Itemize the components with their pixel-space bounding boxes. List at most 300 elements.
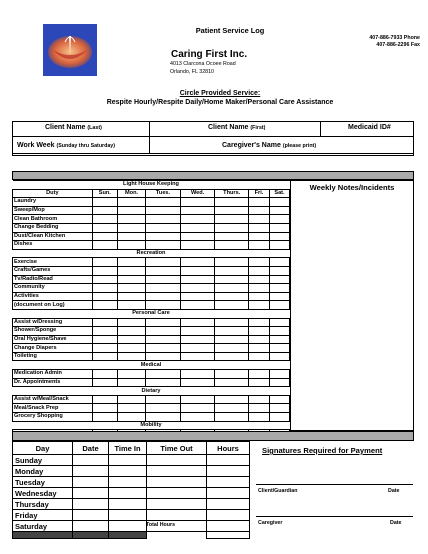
activity-checkbox-cell[interactable] <box>117 352 145 361</box>
activity-checkbox-cell[interactable] <box>215 206 249 215</box>
activity-checkbox-cell[interactable] <box>215 301 249 310</box>
activity-checkbox-cell[interactable] <box>92 223 117 232</box>
hours-entry-cell[interactable] <box>73 455 109 466</box>
activity-checkbox-cell[interactable] <box>180 241 215 250</box>
activity-checkbox-cell[interactable] <box>117 344 145 353</box>
activity-checkbox-cell[interactable] <box>117 327 145 336</box>
hours-entry-cell[interactable] <box>109 455 147 466</box>
activity-label: Toileting <box>13 352 93 361</box>
activity-row <box>13 275 290 284</box>
hours-column-header: Hours <box>207 442 250 455</box>
activity-checkbox-cell[interactable] <box>215 318 249 327</box>
activity-label: Activities <box>13 292 93 301</box>
medicaid-id-field[interactable]: Medicaid ID# <box>348 124 391 131</box>
activity-checkbox-cell[interactable] <box>269 404 289 413</box>
activity-checkbox-cell[interactable] <box>269 284 289 293</box>
weekly-notes-label: Weekly Notes/Incidents <box>309 183 395 192</box>
activity-checkbox-cell[interactable] <box>146 413 181 422</box>
activity-checkbox-cell[interactable] <box>92 206 117 215</box>
activity-row <box>13 215 290 224</box>
activity-checkbox-cell[interactable] <box>269 241 289 250</box>
activity-checkbox-cell[interactable] <box>92 266 117 275</box>
hours-entry-cell[interactable] <box>109 477 147 488</box>
activity-checkbox-cell[interactable] <box>146 378 181 387</box>
activity-label: Dishes <box>13 241 93 250</box>
activity-checkbox-cell[interactable] <box>146 284 181 293</box>
day-header: Sat. <box>269 189 289 198</box>
hours-row <box>13 510 250 521</box>
activity-label: Medication Admin <box>13 370 93 379</box>
hours-row <box>13 488 250 499</box>
hours-entry-cell[interactable] <box>147 466 207 477</box>
activity-checkbox-cell[interactable] <box>215 370 249 379</box>
activity-checkbox-cell[interactable] <box>117 206 145 215</box>
activity-checkbox-cell[interactable] <box>146 275 181 284</box>
activity-label: Change Diapers <box>13 344 93 353</box>
address-line-1: 4013 Clarcona Ocoee Road <box>170 61 236 67</box>
client-last-label: Client Name <box>45 124 86 131</box>
activity-checkbox-cell[interactable] <box>215 232 249 241</box>
activity-checkbox-cell[interactable] <box>180 395 215 404</box>
activity-label: Assist w/Meal/Snack <box>13 395 93 404</box>
hours-row <box>13 499 250 510</box>
client-date-label: Date <box>388 488 400 494</box>
activity-row <box>13 232 290 241</box>
activity-checkbox-cell[interactable] <box>215 395 249 404</box>
activity-checkbox-cell[interactable] <box>215 413 249 422</box>
divider-bar-bottom <box>12 431 414 441</box>
activity-checkbox-cell[interactable] <box>215 223 249 232</box>
activity-checkbox-cell[interactable] <box>146 352 181 361</box>
total-hours-label: Total Hours <box>146 522 176 528</box>
activity-checkbox-cell[interactable] <box>92 378 117 387</box>
phone-number: 407-886-7933 Phone <box>369 35 420 41</box>
activity-checkbox-cell[interactable] <box>146 223 181 232</box>
activity-row <box>13 241 290 250</box>
activity-checkbox-cell[interactable] <box>117 232 145 241</box>
company-name: Caring First Inc. <box>171 49 248 60</box>
activity-checkbox-cell[interactable] <box>180 232 215 241</box>
activity-checkbox-cell[interactable] <box>248 215 269 224</box>
activity-checkbox-cell[interactable] <box>180 335 215 344</box>
activity-checkbox-cell[interactable] <box>92 404 117 413</box>
activity-checkbox-cell[interactable] <box>180 301 215 310</box>
activity-checkbox-cell[interactable] <box>215 352 249 361</box>
activity-checkbox-cell[interactable] <box>269 413 289 422</box>
activity-checkbox-cell[interactable] <box>117 318 145 327</box>
hours-entry-cell[interactable] <box>207 488 250 499</box>
total-hours-cell[interactable] <box>207 532 250 539</box>
activity-checkbox-cell[interactable] <box>180 413 215 422</box>
activity-checkbox-cell[interactable] <box>269 198 289 207</box>
activity-checkbox-cell[interactable] <box>269 223 289 232</box>
shaded-cell <box>147 532 207 539</box>
section-header-row <box>13 249 290 258</box>
activity-row <box>13 352 290 361</box>
activity-checkbox-cell[interactable] <box>269 335 289 344</box>
activity-label: Crafts/Games <box>13 266 93 275</box>
caregiver-date-label: Date <box>390 520 402 526</box>
hours-entry-cell[interactable] <box>207 455 250 466</box>
activity-checkbox-cell[interactable] <box>269 258 289 267</box>
activity-label: Dust/Clean Kitchen <box>13 232 93 241</box>
hours-entry-cell[interactable] <box>207 466 250 477</box>
activity-checkbox-cell[interactable] <box>92 241 117 250</box>
activity-checkbox-cell[interactable] <box>117 370 145 379</box>
activity-checkbox-cell[interactable] <box>146 301 181 310</box>
caregiver-signature-line[interactable] <box>256 516 413 517</box>
hours-entry-cell[interactable] <box>73 477 109 488</box>
hours-entry-cell[interactable] <box>109 521 147 532</box>
activity-checkbox-cell[interactable] <box>215 258 249 267</box>
hours-entry-cell[interactable] <box>147 477 207 488</box>
day-header: Wed. <box>180 189 215 198</box>
activity-checkbox-cell[interactable] <box>92 413 117 422</box>
address-line-2: Orlando, FL 32810 <box>170 69 214 75</box>
activity-checkbox-cell[interactable] <box>215 344 249 353</box>
weekly-notes-box[interactable] <box>290 180 414 431</box>
activity-checkbox-cell[interactable] <box>146 404 181 413</box>
activity-checkbox-cell[interactable] <box>180 223 215 232</box>
hours-day-label: Wednesday <box>13 488 73 499</box>
caregiver-label: Caregiver's Name <box>222 142 281 149</box>
activity-checkbox-cell[interactable] <box>180 404 215 413</box>
activity-checkbox-cell[interactable] <box>269 395 289 404</box>
activity-checkbox-cell[interactable] <box>248 275 269 284</box>
activity-checkbox-cell[interactable] <box>92 198 117 207</box>
hours-entry-cell[interactable] <box>207 521 250 532</box>
activity-row <box>13 327 290 336</box>
hours-total-row <box>13 532 250 539</box>
activity-checkbox-cell[interactable] <box>146 198 181 207</box>
activity-checkbox-cell[interactable] <box>248 258 269 267</box>
activity-checkbox-cell[interactable] <box>269 301 289 310</box>
section-header-row <box>13 387 290 396</box>
activity-checkbox-cell[interactable] <box>269 370 289 379</box>
activity-row <box>13 223 290 232</box>
activity-checkbox-cell[interactable] <box>180 292 215 301</box>
activity-checkbox-cell[interactable] <box>215 327 249 336</box>
activity-checkbox-cell[interactable] <box>248 198 269 207</box>
activity-checkbox-cell[interactable] <box>117 335 145 344</box>
shaded-cell <box>73 532 109 539</box>
client-first-name-field[interactable] <box>208 124 265 131</box>
activity-checkbox-cell[interactable] <box>180 352 215 361</box>
activity-row <box>13 206 290 215</box>
activity-row <box>13 404 290 413</box>
hours-entry-cell[interactable] <box>147 488 207 499</box>
activity-checkbox-cell[interactable] <box>248 284 269 293</box>
activity-table <box>12 180 290 439</box>
activity-checkbox-cell[interactable] <box>180 344 215 353</box>
form-title: Patient Service Log <box>195 26 265 35</box>
activity-row <box>13 301 290 310</box>
day-header: Tues. <box>146 189 181 198</box>
activity-label: (document on Log) <box>13 301 93 310</box>
activity-checkbox-cell[interactable] <box>117 258 145 267</box>
activity-checkbox-cell[interactable] <box>180 275 215 284</box>
activity-checkbox-cell[interactable] <box>248 352 269 361</box>
activity-checkbox-cell[interactable] <box>215 241 249 250</box>
activity-checkbox-cell[interactable] <box>215 215 249 224</box>
hours-row <box>13 521 250 532</box>
hours-entry-cell[interactable] <box>109 488 147 499</box>
activity-checkbox-cell[interactable] <box>180 327 215 336</box>
activity-row <box>13 292 290 301</box>
hours-entry-cell[interactable] <box>147 455 207 466</box>
hours-day-label: Friday <box>13 510 73 521</box>
activity-checkbox-cell[interactable] <box>248 378 269 387</box>
activity-checkbox-cell[interactable] <box>92 318 117 327</box>
activity-row <box>13 258 290 267</box>
divider-bar-top <box>12 171 414 180</box>
activity-checkbox-cell[interactable] <box>92 258 117 267</box>
work-week-note: (Sunday thru Saturday) <box>56 143 116 149</box>
activity-label: Grocery Shopping <box>13 413 93 422</box>
shaded-cell <box>109 532 147 539</box>
activity-checkbox-cell[interactable] <box>92 327 117 336</box>
activity-checkbox-cell[interactable] <box>117 275 145 284</box>
client-first-label: Client Name <box>208 124 249 131</box>
activity-row <box>13 395 290 404</box>
hours-entry-cell[interactable] <box>73 466 109 477</box>
hours-row <box>13 455 250 466</box>
activity-checkbox-cell[interactable] <box>92 301 117 310</box>
activity-row <box>13 344 290 353</box>
activity-checkbox-cell[interactable] <box>215 275 249 284</box>
work-week-field[interactable] <box>17 142 115 149</box>
activity-checkbox-cell[interactable] <box>248 413 269 422</box>
service-title: Circle Provided Service: <box>179 90 261 97</box>
activity-checkbox-cell[interactable] <box>146 206 181 215</box>
activity-checkbox-cell[interactable] <box>248 318 269 327</box>
section-title: Recreation <box>13 249 290 258</box>
activity-checkbox-cell[interactable] <box>215 292 249 301</box>
activity-checkbox-cell[interactable] <box>180 258 215 267</box>
day-header-row <box>13 189 290 198</box>
activity-label: Oral Hygiene/Shave <box>13 335 93 344</box>
caregiver-note: (please print) <box>282 143 317 149</box>
activity-checkbox-cell[interactable] <box>117 413 145 422</box>
activity-checkbox-cell[interactable] <box>248 335 269 344</box>
activity-checkbox-cell[interactable] <box>215 198 249 207</box>
activity-label: Laundry <box>13 198 93 207</box>
hours-entry-cell[interactable] <box>147 499 207 510</box>
section-title: Personal Care <box>13 309 290 318</box>
activity-checkbox-cell[interactable] <box>180 206 215 215</box>
activity-label: Meal/Snack Prep <box>13 404 93 413</box>
activity-checkbox-cell[interactable] <box>180 370 215 379</box>
activity-label: Assist w/Dressing <box>13 318 93 327</box>
activity-checkbox-cell[interactable] <box>117 395 145 404</box>
hours-entry-cell[interactable] <box>207 510 250 521</box>
activity-checkbox-cell[interactable] <box>146 335 181 344</box>
section-title: Mobility <box>13 421 290 430</box>
activity-checkbox-cell[interactable] <box>248 266 269 275</box>
activity-checkbox-cell[interactable] <box>146 344 181 353</box>
activity-checkbox-cell[interactable] <box>117 241 145 250</box>
activity-label: Clean Bathroom <box>13 215 93 224</box>
activity-row <box>13 335 290 344</box>
section-header-row <box>13 181 290 190</box>
hours-day-label: Saturday <box>13 521 73 532</box>
activity-checkbox-cell[interactable] <box>92 344 117 353</box>
activity-checkbox-cell[interactable] <box>92 352 117 361</box>
day-header: Fri. <box>248 189 269 198</box>
section-title: Medical <box>13 361 290 370</box>
hours-entry-cell[interactable] <box>207 499 250 510</box>
activity-row <box>13 284 290 293</box>
activity-checkbox-cell[interactable] <box>269 215 289 224</box>
activity-checkbox-cell[interactable] <box>146 215 181 224</box>
activity-checkbox-cell[interactable] <box>248 344 269 353</box>
activity-checkbox-cell[interactable] <box>92 232 117 241</box>
hours-row <box>13 466 250 477</box>
activity-checkbox-cell[interactable] <box>92 284 117 293</box>
activity-checkbox-cell[interactable] <box>215 378 249 387</box>
activity-checkbox-cell[interactable] <box>92 275 117 284</box>
activity-label: Shower/Sponge <box>13 327 93 336</box>
activity-row <box>13 370 290 379</box>
activity-label: Dr. Appointments <box>13 378 93 387</box>
shaded-cell <box>13 532 73 539</box>
activity-checkbox-cell[interactable] <box>180 318 215 327</box>
activity-checkbox-cell[interactable] <box>248 206 269 215</box>
hours-entry-cell[interactable] <box>73 521 109 532</box>
hours-table <box>12 441 250 539</box>
client-first-note: (First) <box>250 125 266 131</box>
activity-checkbox-cell[interactable] <box>269 344 289 353</box>
activity-checkbox-cell[interactable] <box>146 327 181 336</box>
activity-checkbox-cell[interactable] <box>180 284 215 293</box>
section-header-row <box>13 309 290 318</box>
hours-entry-cell[interactable] <box>73 510 109 521</box>
hours-day-label: Sunday <box>13 455 73 466</box>
activity-checkbox-cell[interactable] <box>180 378 215 387</box>
activity-checkbox-cell[interactable] <box>269 318 289 327</box>
activity-checkbox-cell[interactable] <box>146 232 181 241</box>
activity-row <box>13 198 290 207</box>
hours-row <box>13 477 250 488</box>
activity-checkbox-cell[interactable] <box>269 378 289 387</box>
activity-checkbox-cell[interactable] <box>248 292 269 301</box>
hours-day-label: Tuesday <box>13 477 73 488</box>
activity-checkbox-cell[interactable] <box>92 395 117 404</box>
activity-checkbox-cell[interactable] <box>146 370 181 379</box>
hours-column-header: Day <box>13 442 73 455</box>
hours-entry-cell[interactable] <box>207 477 250 488</box>
activity-checkbox-cell[interactable] <box>117 198 145 207</box>
activity-checkbox-cell[interactable] <box>269 352 289 361</box>
activity-checkbox-cell[interactable] <box>269 266 289 275</box>
duty-header: Duty <box>13 189 93 198</box>
activity-checkbox-cell[interactable] <box>146 395 181 404</box>
activity-checkbox-cell[interactable] <box>146 241 181 250</box>
hours-entry-cell[interactable] <box>109 510 147 521</box>
activity-checkbox-cell[interactable] <box>248 301 269 310</box>
hours-entry-cell[interactable] <box>147 510 207 521</box>
activity-label: Exercise <box>13 258 93 267</box>
activity-row <box>13 378 290 387</box>
activity-checkbox-cell[interactable] <box>117 378 145 387</box>
client-guardian-label: Client/Guardian <box>258 488 298 494</box>
section-title: Dietary <box>13 387 290 396</box>
activity-checkbox-cell[interactable] <box>117 284 145 293</box>
activity-checkbox-cell[interactable] <box>146 266 181 275</box>
activity-checkbox-cell[interactable] <box>117 301 145 310</box>
activity-checkbox-cell[interactable] <box>248 241 269 250</box>
activity-checkbox-cell[interactable] <box>248 370 269 379</box>
caregiver-name-field[interactable] <box>222 142 316 149</box>
service-options-text: Respite Hourly/Respite Daily/Home Maker/Personal Care Assistance <box>106 99 334 106</box>
activity-checkbox-cell[interactable] <box>269 292 289 301</box>
company-logo <box>43 24 97 76</box>
activity-checkbox-cell[interactable] <box>146 258 181 267</box>
client-last-note: (Last) <box>87 125 102 131</box>
activity-checkbox-cell[interactable] <box>92 370 117 379</box>
day-header: Thurs. <box>215 189 249 198</box>
activity-checkbox-cell[interactable] <box>269 327 289 336</box>
hours-column-header: Date <box>73 442 109 455</box>
activity-checkbox-cell[interactable] <box>248 327 269 336</box>
activity-checkbox-cell[interactable] <box>117 215 145 224</box>
activity-checkbox-cell[interactable] <box>92 335 117 344</box>
activity-checkbox-cell[interactable] <box>248 223 269 232</box>
section-header-row <box>13 361 290 370</box>
client-signature-line[interactable] <box>256 484 413 485</box>
hours-column-header: Time Out <box>147 442 207 455</box>
signatures-title: Signatures Required for Payment <box>262 446 383 455</box>
activity-checkbox-cell[interactable] <box>92 292 117 301</box>
activity-checkbox-cell[interactable] <box>248 404 269 413</box>
activity-checkbox-cell[interactable] <box>215 266 249 275</box>
activity-checkbox-cell[interactable] <box>180 266 215 275</box>
activity-checkbox-cell[interactable] <box>180 215 215 224</box>
activity-label: Change Bedding <box>13 223 93 232</box>
activity-checkbox-cell[interactable] <box>215 404 249 413</box>
day-header: Mon. <box>117 189 145 198</box>
service-options[interactable] <box>60 99 380 106</box>
activity-checkbox-cell[interactable] <box>146 318 181 327</box>
activity-checkbox-cell[interactable] <box>215 335 249 344</box>
activity-row <box>13 413 290 422</box>
activity-checkbox-cell[interactable] <box>117 266 145 275</box>
activity-row <box>13 266 290 275</box>
activity-checkbox-cell[interactable] <box>146 292 181 301</box>
activity-checkbox-cell[interactable] <box>117 404 145 413</box>
work-week-label: Work Week <box>17 142 55 149</box>
activity-checkbox-cell[interactable] <box>248 395 269 404</box>
section-title: Light House Keeping <box>13 181 290 190</box>
activity-checkbox-cell[interactable] <box>92 215 117 224</box>
activity-checkbox-cell[interactable] <box>248 232 269 241</box>
hours-entry-cell[interactable] <box>109 499 147 510</box>
activity-checkbox-cell[interactable] <box>117 292 145 301</box>
hours-entry-cell[interactable] <box>109 466 147 477</box>
activity-checkbox-cell[interactable] <box>180 198 215 207</box>
activity-checkbox-cell[interactable] <box>269 206 289 215</box>
client-last-name-field[interactable] <box>45 124 102 131</box>
hours-day-label: Thursday <box>13 499 73 510</box>
activity-checkbox-cell[interactable] <box>215 284 249 293</box>
hours-entry-cell[interactable] <box>73 499 109 510</box>
activity-checkbox-cell[interactable] <box>269 232 289 241</box>
activity-checkbox-cell[interactable] <box>269 275 289 284</box>
hours-entry-cell[interactable] <box>73 488 109 499</box>
caregiver-signature-label: Caregiver <box>258 520 283 526</box>
activity-label: Tv/Radio/Read <box>13 275 93 284</box>
activity-checkbox-cell[interactable] <box>117 223 145 232</box>
